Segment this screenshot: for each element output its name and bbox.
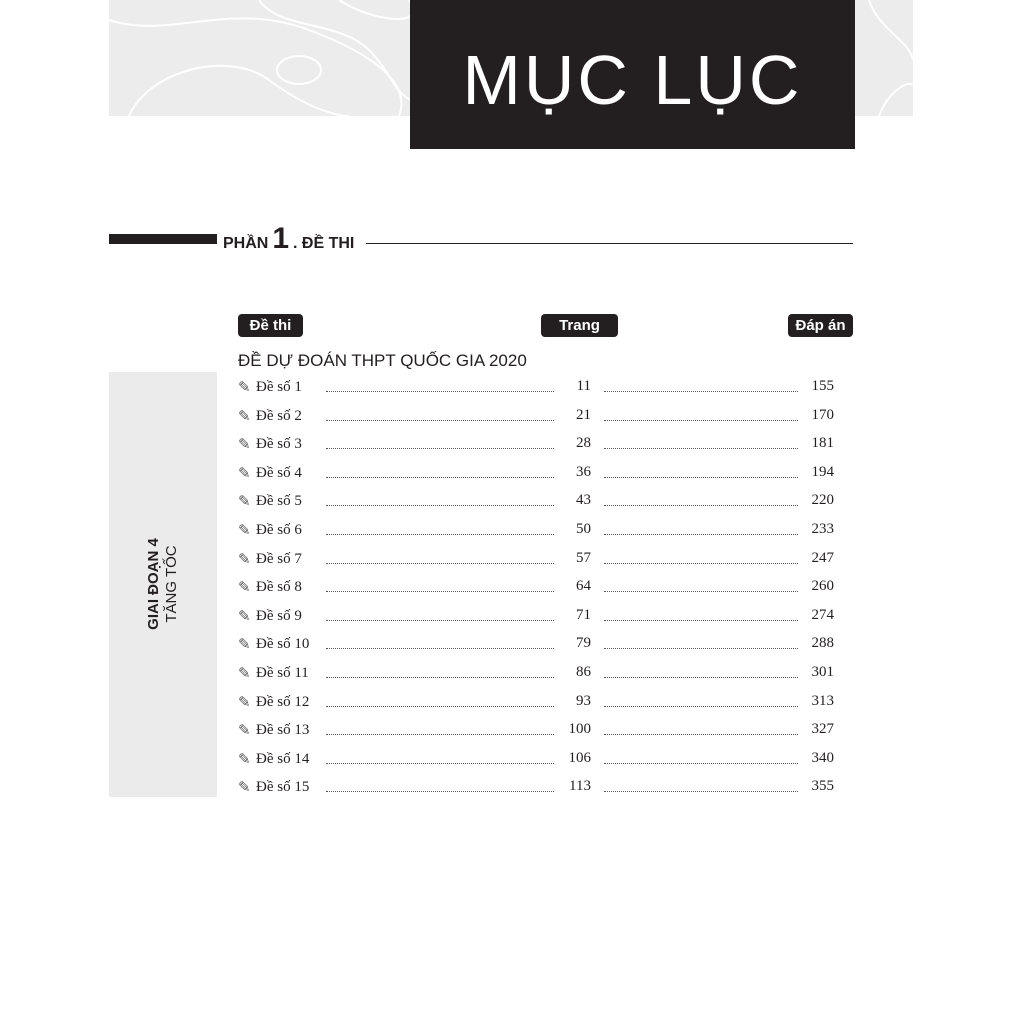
toc-row[interactable] [238, 664, 838, 684]
leader-dots [604, 677, 798, 678]
leader-dots [326, 706, 554, 707]
toc-row[interactable] [238, 492, 838, 512]
leader-dots [604, 734, 798, 735]
answer-page: 247 [811, 549, 834, 566]
stage-label [145, 538, 181, 630]
page-number: 71 [576, 606, 591, 623]
toc-row[interactable] [238, 521, 838, 541]
toc-row[interactable] [238, 378, 838, 398]
leader-dots [604, 591, 798, 592]
pencil-icon: ✎ [238, 551, 251, 568]
exam-label: Đề số 12 [256, 693, 310, 710]
answer-page: 233 [811, 521, 834, 537]
leader-dots [604, 791, 798, 792]
page-number: 79 [576, 635, 591, 652]
exam-label: Đề số 11 [256, 665, 309, 681]
toc-row[interactable] [238, 750, 838, 770]
page-number: 50 [576, 521, 591, 537]
toc-row[interactable] [238, 464, 838, 484]
subtitle: ĐỀ DỰ ĐOÁN THPT QUỐC GIA 2020 [238, 351, 527, 370]
page-number: 106 [568, 749, 591, 766]
answer-page: 301 [811, 664, 834, 680]
page-number: 21 [576, 406, 591, 423]
pencil-icon: ✎ [238, 580, 251, 597]
exam-label: Đề số 10 [256, 636, 310, 653]
pencil-icon: ✎ [238, 751, 251, 768]
exam-label: Đề số 2 [256, 407, 302, 424]
pencil-icon: ✎ [238, 380, 251, 396]
answer-page: 355 [811, 778, 834, 795]
answer-page: 340 [811, 749, 834, 766]
header-answer: Đáp án [788, 314, 853, 337]
toc-row[interactable] [238, 635, 838, 655]
answer-page: 155 [811, 378, 834, 394]
exam-label: Đề số 1 [256, 379, 302, 395]
stage-name: TĂNG TỐC [163, 545, 180, 623]
toc-row[interactable] [238, 693, 838, 713]
leader-dots [604, 706, 798, 707]
toc-row[interactable] [238, 778, 838, 798]
exam-label: Đề số 3 [256, 436, 302, 453]
leader-dots [326, 591, 554, 592]
leader-dots [326, 448, 554, 449]
pencil-icon: ✎ [238, 608, 251, 625]
page-number: 57 [576, 549, 591, 566]
leader-dots [326, 763, 554, 764]
answer-page: 170 [811, 406, 834, 423]
leader-dots [604, 391, 798, 392]
exam-label: Đề số 15 [256, 779, 310, 796]
leader-dots [326, 677, 554, 678]
page-number: 11 [576, 378, 591, 394]
answer-page: 313 [811, 692, 834, 709]
leader-dots [326, 563, 554, 564]
answer-page: 327 [811, 721, 834, 738]
toc-row[interactable] [238, 407, 838, 427]
leader-dots [604, 763, 798, 764]
leader-dots [604, 534, 798, 535]
leader-dots [604, 563, 798, 564]
page-number: 43 [576, 492, 591, 509]
leader-dots [326, 391, 554, 392]
pencil-icon: ✎ [238, 494, 251, 511]
section-number: 1 [272, 222, 290, 255]
section-prefix: PHẦN [223, 235, 269, 252]
leader-dots [604, 420, 798, 421]
leader-dots [604, 620, 798, 621]
page-number: 93 [576, 692, 591, 709]
page-number: 100 [568, 721, 591, 738]
leader-dots [326, 648, 554, 649]
exam-label: Đề số 6 [256, 522, 302, 538]
section-bar [109, 234, 217, 244]
exam-label: Đề số 14 [256, 750, 310, 767]
page-number: 86 [576, 664, 591, 680]
pencil-icon: ✎ [238, 637, 251, 654]
exam-label: Đề số 8 [256, 579, 302, 596]
page-title: MỤC LỤC [462, 40, 803, 119]
pencil-icon: ✎ [238, 694, 251, 711]
title-box [410, 0, 855, 149]
page-number: 64 [576, 578, 591, 595]
pencil-icon: ✎ [238, 465, 251, 482]
toc-row[interactable] [238, 550, 838, 570]
answer-page: 181 [811, 435, 834, 452]
leader-dots [604, 648, 798, 649]
exam-label: Đề số 7 [256, 550, 302, 567]
page-number: 28 [576, 435, 591, 452]
pencil-icon: ✎ [238, 408, 251, 425]
page-number: 36 [576, 463, 591, 480]
leader-dots [326, 477, 554, 478]
stage-number: GIAI ĐOẠN 4 [145, 538, 162, 630]
leader-dots [326, 734, 554, 735]
answer-page: 220 [811, 492, 834, 509]
toc-row[interactable] [238, 578, 838, 598]
header-page: Trang [541, 314, 618, 337]
exam-label: Đề số 13 [256, 722, 310, 739]
pencil-icon: ✎ [238, 666, 251, 682]
leader-dots [604, 505, 798, 506]
leader-dots [326, 534, 554, 535]
toc-row[interactable] [238, 721, 838, 741]
pencil-icon: ✎ [238, 523, 251, 539]
leader-dots [604, 477, 798, 478]
section-heading [223, 222, 354, 256]
answer-page: 288 [811, 635, 834, 652]
section-name: . ĐỀ THI [293, 235, 355, 252]
pencil-icon: ✎ [238, 437, 251, 454]
exam-label: Đề số 5 [256, 493, 302, 510]
leader-dots [604, 448, 798, 449]
page-number: 113 [569, 778, 591, 795]
leader-dots [326, 420, 554, 421]
leader-dots [326, 505, 554, 506]
answer-page: 194 [811, 463, 834, 480]
leader-dots [326, 791, 554, 792]
pencil-icon: ✎ [238, 723, 251, 740]
exam-label: Đề số 9 [256, 607, 302, 624]
toc-row[interactable] [238, 607, 838, 627]
exam-label: Đề số 4 [256, 464, 302, 481]
section-rule [366, 243, 853, 244]
toc-row[interactable] [238, 435, 838, 455]
answer-page: 260 [811, 578, 834, 595]
header-exam: Đề thi [238, 314, 303, 337]
pencil-icon: ✎ [238, 780, 251, 797]
answer-page: 274 [811, 606, 834, 623]
leader-dots [326, 620, 554, 621]
